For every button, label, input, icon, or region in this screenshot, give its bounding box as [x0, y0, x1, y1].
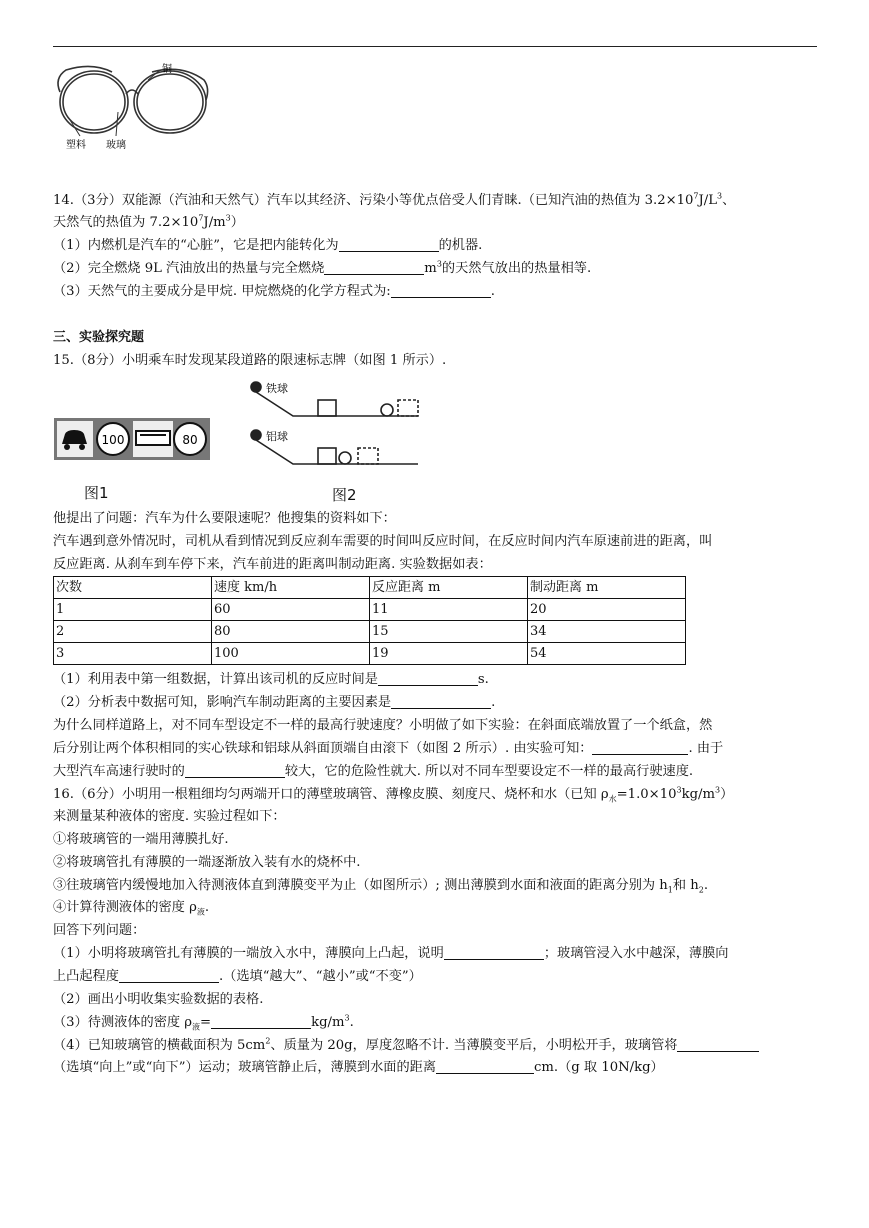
ramp-figure [248, 378, 428, 478]
answer-blank[interactable] [119, 968, 219, 983]
table-cell: 20 [528, 599, 686, 621]
answer-blank[interactable] [592, 740, 688, 755]
table-cell: 19 [370, 643, 528, 665]
q15-line2: 他提出了问题：汽车为什么要限速呢？他搜集的资料如下： [53, 511, 396, 526]
q14-part1: （1）内燃机是汽车的“心脏”，它是把内能转化为 的机器. [53, 238, 483, 253]
q16-line2: 来测量某种液体的密度. 实验过程如下： [53, 809, 286, 824]
q15-line1: 15.（8分）小明乘车时发现某段道路的限速标志牌（如图 1 所示）. [53, 353, 447, 368]
table-header: 速度 km/h [212, 577, 370, 599]
table-row [54, 643, 686, 665]
iron-ball-label: 铁球 [266, 382, 288, 395]
table-header: 反应距离 m [370, 577, 528, 599]
answer-blank[interactable] [436, 1059, 534, 1074]
figure2-caption: 图2 [332, 486, 357, 504]
aluminum-ball-label: 铝球 [266, 430, 288, 443]
q16-answer-intro: 回答下列问题： [53, 923, 146, 938]
q16-line1: 16.（6分）小明用一根粗细均匀两端开口的薄壁玻璃管、薄橡皮膜、刻度尺、烧杯和水（已知 $\rho_水=1.0\times 10^3kg/m^3$） [53, 785, 734, 804]
q14-part3: （3）天然气的主要成分是甲烷. 甲烷燃烧的化学方程式为: . [53, 284, 495, 299]
answer-blank[interactable] [185, 763, 285, 778]
q15-line5: 为什么同样道路上，对不同车型设定不一样的最高行驶速度？小明做了如下实验：在斜面底端放置了一个纸盒，然 [53, 718, 713, 733]
table-cell: 3 [54, 643, 212, 665]
table-cell: 1 [54, 599, 212, 621]
q16-step3: ③往玻璃管内缓慢地加入待测液体直到薄膜变平为止（如图所示）; 测出薄膜到水面和液面的距离分别为 $h_1$和 $h_2$. [53, 878, 709, 895]
q15-line6: 后分别让两个体积相同的实心铁球和铝球从斜面顶端自由滚下（如图 2 所示）. 由实验可知： . 由于 [53, 741, 724, 756]
label-glass: 玻璃 [106, 140, 126, 151]
answer-blank[interactable] [324, 260, 424, 275]
q16-part4-cont: （选填“向上”或“向下”）运动；玻璃管静止后，薄膜到水面的距离 cm.（g 取 10N/kg） [53, 1060, 664, 1075]
table-cell: 11 [370, 599, 528, 621]
answer-blank[interactable] [211, 1014, 311, 1029]
q15-line4: 反应距离. 从刹车到车停下来，汽车前进的距离叫制动距离. 实验数据如表： [53, 557, 492, 572]
q15-part2: （2）分析表中数据可知，影响汽车制动距离的主要因素是 . [53, 695, 496, 710]
bus-speed-limit: 80 [182, 433, 198, 447]
section-title: 三、实验探究题 [53, 330, 145, 345]
table-cell: 60 [212, 599, 370, 621]
table-cell: 80 [212, 621, 370, 643]
q16-part1-cont: 上凸起程度 .（选填“越大”、“越小”或“不变”） [53, 969, 422, 984]
table-header: 制动距离 m [528, 577, 686, 599]
q14-line1: 14.（3分）双能源（汽油和天然气）汽车以其经济、污染小等优点倍受人们青睐.（已知汽油的热值为 $3.2\times 10^7J/L^3$、 [53, 191, 736, 208]
q16-step1: ①将玻璃管的一端用薄膜扎好. [53, 832, 229, 847]
table-cell: 100 [212, 643, 370, 665]
answer-blank[interactable] [339, 237, 439, 252]
data-table [53, 576, 686, 665]
glasses-figure [52, 60, 212, 160]
q16-step2: ②将玻璃管扎有薄膜的一端逐渐放入装有水的烧杯中. [53, 855, 361, 870]
header-rule [53, 46, 817, 47]
q14-part2: （2）完全燃烧 9L 汽油放出的热量与完全燃烧 $m^3$的天然气放出的热量相等. [53, 259, 592, 276]
q15-line3: 汽车遇到意外情况时，司机从看到情况到反应刹车需要的时间叫反应时间，在反应时间内汽车原速前进的距离，叫 [53, 534, 713, 549]
speed-sign-figure [54, 418, 210, 460]
answer-blank[interactable] [677, 1037, 759, 1052]
q15-part1: （1）利用表中第一组数据，计算出该司机的反应时间是 s. [53, 672, 489, 687]
q16-part4: （4）已知玻璃管的横截面积为 $5cm^2$、质量为 20g，厚度忽略不计. 当薄膜变平后，小明松开手，玻璃管将 [53, 1037, 759, 1055]
table-row [54, 621, 686, 643]
answer-blank[interactable] [378, 671, 478, 686]
label-plastic: 塑料 [66, 140, 86, 151]
q14-line2: 天然气的热值为 $7.2\times 10^7J/m^3$） [53, 213, 244, 230]
q15-line7: 大型汽车高速行驶时的 较大，它的危险性就大. 所以对不同车型要设定不一样的最高行驶速度. [53, 764, 694, 779]
table-cell: 15 [370, 621, 528, 643]
q16-part3: （3）待测液体的密度 $\rho_液= kg/m^3$. [53, 1013, 354, 1032]
answer-blank[interactable] [444, 945, 544, 960]
table-cell: 54 [528, 643, 686, 665]
answer-blank[interactable] [391, 694, 491, 709]
q16-part2: （2）画出小明收集实验数据的表格. [53, 992, 264, 1007]
table-row [54, 599, 686, 621]
answer-blank[interactable] [391, 283, 491, 298]
car-speed-limit: 100 [101, 433, 125, 447]
table-header-row [54, 577, 686, 599]
label-copper: 铜 [162, 64, 172, 75]
q16-part1: （1）小明将玻璃管扎有薄膜的一端放入水中，薄膜向上凸起，说明 ；玻璃管浸入水中越深，薄膜向 [53, 946, 729, 961]
figure1-caption: 图1 [84, 484, 109, 502]
table-cell: 34 [528, 621, 686, 643]
q16-step4: ④计算待测液体的密度 $\rho_液$. [53, 900, 210, 917]
table-cell: 2 [54, 621, 212, 643]
table-header: 次数 [54, 577, 212, 599]
